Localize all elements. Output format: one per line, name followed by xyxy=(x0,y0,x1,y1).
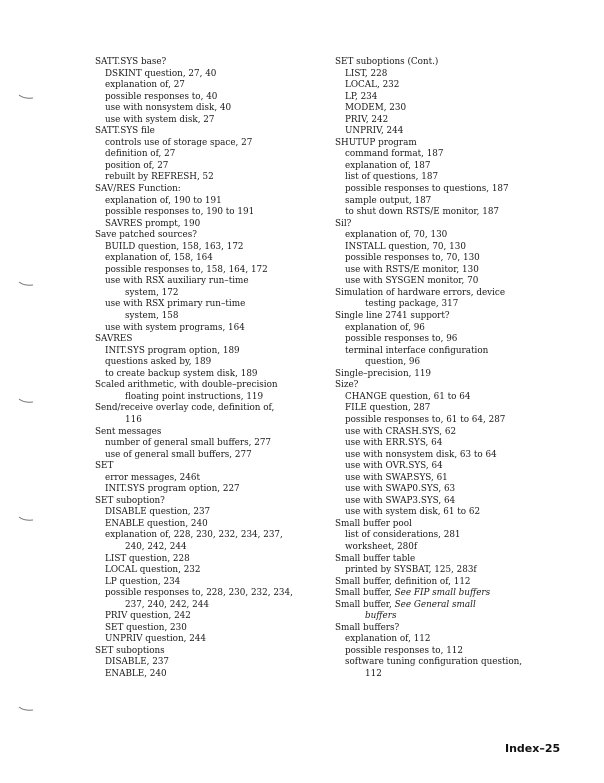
index-entry: Small buffers? xyxy=(335,622,400,633)
index-entry: MODEM, 230 xyxy=(345,103,407,114)
index-entry: explanation of, 187 xyxy=(345,160,431,171)
index-entry: possible responses to questions, 187 xyxy=(345,184,509,195)
index-entry: LP, 234 xyxy=(345,91,378,102)
index-entry: possible responses to, 158, 164, 172 xyxy=(105,264,268,275)
index-entry: question, 96 xyxy=(365,357,421,368)
index-entry: use with ERR.SYS, 64 xyxy=(345,438,443,449)
index-entry: list of considerations, 281 xyxy=(345,530,461,541)
index-entry: Sent messages xyxy=(95,426,162,437)
index-entry: use with SYSGEN monitor, 70 xyxy=(345,276,479,287)
index-entry: software tuning configuration question, xyxy=(345,657,523,668)
index-entry: use with system programs, 164 xyxy=(105,322,245,333)
index-entry: possible responses to, 40 xyxy=(105,91,218,102)
index-entry: LIST, 228 xyxy=(345,68,388,79)
index-entry: LOCAL, 232 xyxy=(345,80,400,91)
index-entry: use with SWAP3.SYS, 64 xyxy=(345,495,456,506)
index-entry: Sil? xyxy=(335,218,352,229)
index-entry: use with nonsystem disk, 63 to 64 xyxy=(345,449,497,460)
index-entry: explanation of, 112 xyxy=(345,634,431,645)
index-entry: Small buffer, definition of, 112 xyxy=(335,576,471,587)
index-entry: explanation of, 27 xyxy=(105,80,185,91)
index-entry: Small buffer table xyxy=(335,553,416,564)
index-entry: buffers xyxy=(365,611,397,622)
index-entry: to shut down RSTS/E monitor, 187 xyxy=(345,207,500,218)
index-entry: SET suboptions (Cont.) xyxy=(335,57,439,67)
index-entry: SET suboptions xyxy=(95,645,165,656)
index-entry: UNPRIV question, 244 xyxy=(105,634,206,645)
index-entry: use with CRASH.SYS, 62 xyxy=(345,426,457,437)
index-entry: SET question, 230 xyxy=(105,622,187,633)
index-entry: 112 xyxy=(365,668,382,679)
index-entry: questions asked by, 189 xyxy=(105,357,212,368)
margin-mark xyxy=(18,94,34,100)
index-entry: Single–precision, 119 xyxy=(335,368,432,379)
index-entry: testing package, 317 xyxy=(365,299,459,310)
index-entry: command format, 187 xyxy=(345,149,444,160)
index-entry: list of questions, 187 xyxy=(345,172,439,183)
index-entry: PRIV question, 242 xyxy=(105,611,191,622)
index-entry: to create backup system disk, 189 xyxy=(105,368,258,379)
margin-mark xyxy=(18,706,34,712)
index-entry: Small buffer pool xyxy=(335,518,412,529)
index-entry: INIT.SYS program option, 227 xyxy=(105,484,240,495)
index-entry: floating point instructions, 119 xyxy=(125,391,264,402)
index-entry: use with SWAP.SYS, 61 xyxy=(345,472,448,483)
index-entry: BUILD question, 158, 163, 172 xyxy=(105,241,244,252)
index-entry: explanation of, 228, 230, 232, 234, 237, xyxy=(105,530,283,541)
index-entry: explanation of, 158, 164 xyxy=(105,253,213,264)
index-entry: possible responses to, 70, 130 xyxy=(345,253,480,264)
index-entry: possible responses to, 190 to 191 xyxy=(105,207,255,218)
index-entry: use with OVR.SYS, 64 xyxy=(345,461,443,472)
index-entry: use with system disk, 61 to 62 xyxy=(345,507,481,518)
index-entry: system, 158 xyxy=(125,311,179,322)
margin-mark xyxy=(18,516,34,522)
index-column-left xyxy=(95,57,333,681)
index-entry: Simulation of hardware errors, device xyxy=(335,287,506,298)
index-entry: use with nonsystem disk, 40 xyxy=(105,103,232,114)
index-entry: Single line 2741 support? xyxy=(335,311,450,322)
index-entry: Small buffer, See General small xyxy=(335,599,476,610)
index-entry: LOCAL question, 232 xyxy=(105,565,201,576)
index-entry: number of general small buffers, 277 xyxy=(105,438,272,449)
index-entry: Size? xyxy=(335,380,359,391)
index-entry: Save patched sources? xyxy=(95,230,197,241)
index-entry: possible responses to, 61 to 64, 287 xyxy=(345,414,506,425)
page-number: Index–25 xyxy=(505,742,561,755)
index-entry: use of general small buffers, 277 xyxy=(105,449,252,460)
index-entry: CHANGE question, 61 to 64 xyxy=(345,391,471,402)
index-entry: INSTALL question, 70, 130 xyxy=(345,241,466,252)
index-entry: Small buffer, See FIP small buffers xyxy=(335,588,491,599)
index-entry: possible responses to, 228, 230, 232, 234, xyxy=(105,588,293,599)
index-entry: LIST question, 228 xyxy=(105,553,190,564)
index-entry: controls use of storage space, 27 xyxy=(105,137,253,148)
index-entry: error messages, 246t xyxy=(105,472,201,483)
index-entry: 116 xyxy=(125,414,142,425)
index-entry: UNPRIV, 244 xyxy=(345,126,404,137)
index-entry: possible responses to, 112 xyxy=(345,645,463,656)
index-entry: SATT.SYS base? xyxy=(95,57,167,67)
index-entry: SHUTUP program xyxy=(335,137,417,148)
index-entry: ENABLE question, 240 xyxy=(105,518,208,529)
index-entry: DISABLE, 237 xyxy=(105,657,170,668)
index-entry: LP question, 234 xyxy=(105,576,181,587)
index-entry: possible responses to, 96 xyxy=(345,334,458,345)
index-entry: printed by SYSBAT, 125, 283f xyxy=(345,565,477,576)
index-entry: explanation of, 96 xyxy=(345,322,425,333)
index-entry: ENABLE, 240 xyxy=(105,668,167,679)
index-entry: DISABLE question, 237 xyxy=(105,507,211,518)
index-entry: 240, 242, 244 xyxy=(125,541,187,552)
index-entry: definition of, 27 xyxy=(105,149,176,160)
index-entry: PRIV, 242 xyxy=(345,114,389,125)
index-entry: SET suboption? xyxy=(95,495,165,506)
index-entry: SAVRES prompt, 190 xyxy=(105,218,201,229)
index-entry: Scaled arithmetic, with double–precision xyxy=(95,380,278,391)
margin-mark xyxy=(18,398,34,404)
index-column-right xyxy=(335,57,593,681)
index-entry: 237, 240, 242, 244 xyxy=(125,599,209,610)
index-entry: Send/receive overlay code, definition of, xyxy=(95,403,275,414)
index-entry: use with system disk, 27 xyxy=(105,114,215,125)
margin-mark xyxy=(18,281,34,287)
index-entry: DSKINT question, 27, 40 xyxy=(105,68,217,79)
index-entry: SAVRES xyxy=(95,334,133,345)
index-entry: INIT.SYS program option, 189 xyxy=(105,345,240,356)
index-entry: position of, 27 xyxy=(105,160,169,171)
index-entry: SET xyxy=(95,461,114,472)
index-entry: sample output, 187 xyxy=(345,195,432,206)
index-entry: use with RSX auxiliary run–time xyxy=(105,276,249,287)
index-entry: use with SWAP0.SYS, 63 xyxy=(345,484,456,495)
index-entry: worksheet, 280f xyxy=(345,541,418,552)
index-entry: terminal interface configuration xyxy=(345,345,489,356)
index-entry: rebuilt by REFRESH, 52 xyxy=(105,172,214,183)
index-entry: explanation of, 190 to 191 xyxy=(105,195,222,206)
index-entry: use with RSTS/E monitor, 130 xyxy=(345,264,479,275)
index-entry: FILE question, 287 xyxy=(345,403,431,414)
index-entry: system, 172 xyxy=(125,287,179,298)
index-entry: SAV/RES Function: xyxy=(95,184,181,195)
index-entry: explanation of, 70, 130 xyxy=(345,230,448,241)
index-entry: use with RSX primary run–time xyxy=(105,299,246,310)
index-entry: SATT.SYS file xyxy=(95,126,155,137)
